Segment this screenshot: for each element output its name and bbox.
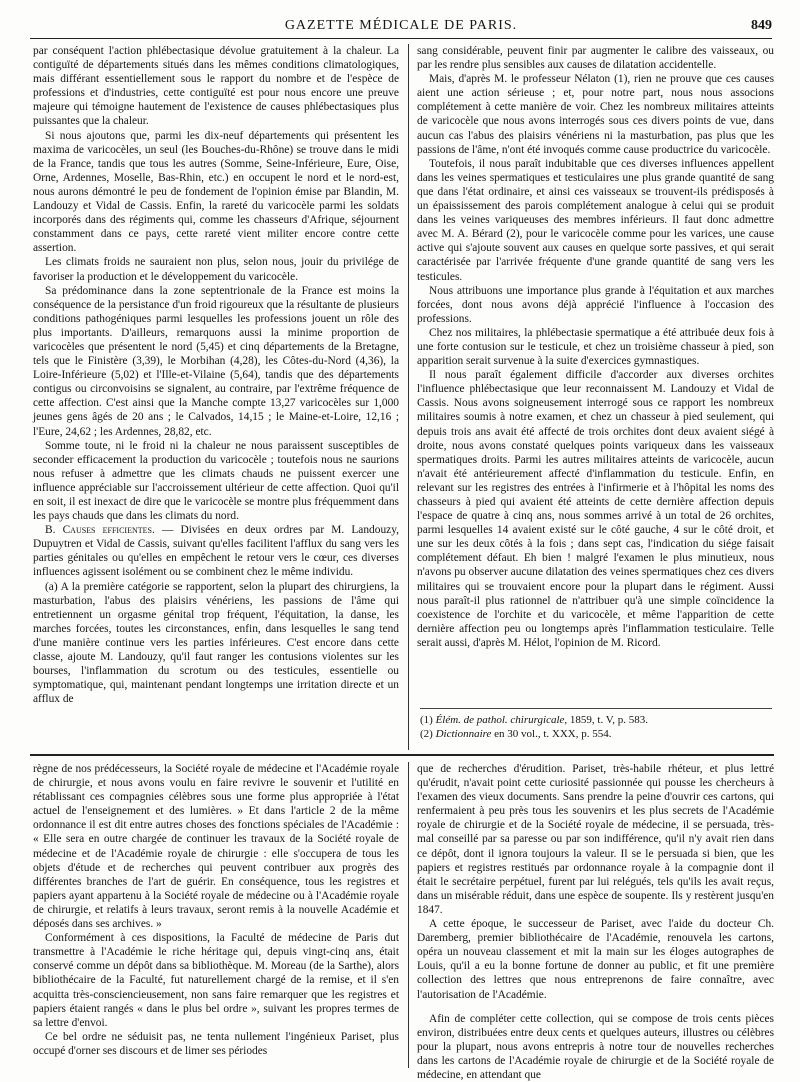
paragraph: Il nous paraît également difficile d'accorder aux diverses orchites l'influence phlébectasique que leur reconnaissent M. Landouzy et Vidal de Cassis. Nous avons soigneusement interrogé sous ce rapport les nombreux militaires soumis à notre examen, et chez un chasseur à pied seulement, qui depuis trois ans avait été affecté de trois orchites dont deux avaient siégé à droite, nous avons constaté quelques points variqueux dans les vaisseaux spermatiques droits. Parmi les autres militaires atteints de varicocèle, aucun n'avait été antérieurement affecté d'inflammation du testicule. Enfin, en relevant sur les registres des entrées à l'infirmerie et à l'hôpital les noms des chasseurs à pied qui avaient été atteints de cette dernière affection depuis l'espace de quatre à cinq ans, nous sommes arrivé à un total de 26 orchites, parmi lesquelles 14 avaient existé sur le côté gauche, 4 sur le côté droit, et une sur les deux côtés à la fois ; dans sept cas, l'indication du siége faisait complétement défaut. Eh bien ! malgré l'examen le plus minutieux, nous n'avons pu observer aucune dilatation des veines spermatiques chez ces divers militaires qui se trouvaient encore pour la plupart dans le régiment. Aussi nous paraît-il plus rationnel de n'attribuer qu'à une simple coïncidence la coexistence de l'orchite et du varicocèle, et même l'apparition de cette dernière affection peu ou longtemps après l'inflammation testiculaire. Telle serait aussi, d'après M. Hélot, l'opinion de M. Ricord. [417, 369, 774, 649]
paragraph: Ce bel ordre ne séduisit pas, ne tenta nullement l'ingénieux Pariset, plus occupé d'orner ses discours et de limer ses périodes [33, 1030, 399, 1057]
footnote-title: Élém. de pathol. chirurgicale [435, 714, 565, 726]
footnotes [420, 714, 772, 750]
page-header [30, 12, 772, 39]
paragraph: Nous attribuons une importance plus grande à l'équitation et aux marches forcées, dont nous avons déjà apprécié l'influence à l'occasion des professions. [417, 284, 774, 325]
section-divider [30, 754, 774, 756]
paragraph: Sa prédominance dans la zone septentrionale de la France est moins la conséquence de la persistance d'un froid rigoureux que la résultante de plusieurs conditions pathogéniques parmi lesquelles les professions jouent un rôle des plus importants. D'ailleurs, remarquons aussi la minime proportion de varicocèles que présentent le nord (5,45) et cinq départements de la Bretagne, tels que le Finistère (3,39), le Morbihan (4,28), les Côtes-du-Nord (4,36), la Loire-Inférieure (5,02) et l'Ille-et-Vilaine (5,64), tandis que des départements contigus ou circonvoisins se signalent, au contraire, par l'extrême fréquence de cette affection. C'est ainsi que la Manche compte 13,27 varicocèles sur 1,000 jeunes gens âgés de 20 ans ; le Calvados, 14,15 ; le Maine-et-Loire, 12,16 ; l'Eure, 24,62 ; les Ardennes, 28,82, etc. [33, 284, 399, 438]
paragraph: A cette époque, le successeur de Pariset, avec l'aide du docteur Ch. Daremberg, premier bibliothécaire de l'Académie, renouvela les cartons, opéra un nouveau classement et mit la main sur les éloges autographes de Louis, qu'il a eu la bonne fortune de donner au public, et fit une première collection des lettres que nous entreprenons de faire connaître, avec l'autorisation de l'Académie. [417, 918, 774, 1001]
column-bottom-left [33, 762, 399, 1068]
section-heading: B. Causes efficientes. [45, 524, 155, 537]
footnote-number: (1) [420, 714, 436, 726]
column-bottom-right [417, 762, 774, 1081]
column-divider [408, 44, 409, 750]
paragraph: règne de nos prédécesseurs, la Société royale de médecine et l'Académie royale de chirurgie, et nous avons voulu en faire revivre le souvenir et l'utilité en rétablissant ces compagnies célèbres sous une forme plus appropriée à l'état actuel de l'enseignement et des lumières. » Et dans l'article 2 de la même ordonnance il est dit entre autres choses des fonctions spéciales de l'Académie : « Elle sera en outre chargée de continuer les travaux de la Société royale de médecine et de l'Académie royale de chirurgie : elle s'occupera de tous les objets d'étude et de recherches qui peuvent contribuer aux progrès des différentes branches de l'art de guérir. En conséquence, tous les registres et papiers ayant appartenu à la Société royale de médecine ou à l'Académie royale de chirurgie, et relatifs à leurs travaux, seront remis à la nouvelle Académie et déposés dans ses archives. » [33, 763, 399, 931]
paragraph: sang considérable, peuvent finir par augmenter le calibre des vaisseaux, ou par les rendre plus sensibles aux causes de dilatation accidentelle. [417, 45, 774, 72]
column-top-left [33, 44, 399, 749]
paragraph: Si nous ajoutons que, parmi les dix-neuf départements qui présentent les maxima de varicocèles, un seul (les Bouches-du-Rhône) se trouve dans le midi de la France, tandis que tous les autres (Somme, Seine-Inférieure, Eure, Oise, Orne, Ardennes, Moselle, Bas-Rhin, etc.) en occupent le nord et le nord-est, nous aurons démontré le peu de fondement de l'opinion émise par Blandin, M. Landouzy et Vidal de Cassis. Enfin, la rareté du varicocèle parmi les soldats incorporés dans des régiments qui, comme les chasseurs d'Afrique, séjournent constamment dans ce pays, cette rareté vient militer encore contre cette assertion. [33, 129, 399, 255]
footnote-text: , 1859, t. V, p. 583. [564, 714, 649, 726]
footnote-number: (2) [420, 727, 436, 740]
paragraph: Les climats froids ne sauraient non plus, selon nous, jouir du privilége de favoriser la production et le développement du varicocèle. [33, 256, 399, 283]
paragraph: Chez nos militaires, la phlébectasie spermatique a été attribuée deux fois à une forte contusion sur le testicule, et chez un troisième chasseur à pied, son apparition serait survenue à la suite d'exercices gymnastiques. [417, 326, 774, 368]
column-divider [408, 762, 409, 1068]
paragraph: (a) A la première catégorie se rapportent, selon la plupart des chirurgiens, la masturbation, l'abus des plaisirs vénériens, les passions de l'âme qui entretiennent un orgasme génital trop fréquent, l'équitation, la danse, les marches forcées, toutes les circonstances, enfin, dans lesquelles le sang tend d'une manière continue vers les parties inférieures. C'est encore dans cette classe, ajoute M. Landouzy, qu'il faut ranger les contusions violentes sur les bourses, l'inflammation du scrotum ou des testicules, essentielle ou symptomatique, qui, maintenant pendant longtemps une irritation directe et un afflux de [33, 580, 399, 706]
paragraph [33, 523, 399, 579]
paragraph: par conséquent l'action phlébectasique dévolue gratuitement à la chaleur. La contiguïté de départements situés dans les mêmes conditions climatologiques, mais différant essentiellement sous le rapport du nombre et de l'espèce de professions et d'industries, cette contiguïté est pour nous encore une preuve majeure qui témoigne hautement de l'existence de causes phlébectasiques plus puissantes que la chaleur. [33, 45, 399, 128]
paragraph: Mais, d'après M. le professeur Nélaton (1), rien ne prouve que ces causes aient une action sérieuse ; et, pour notre part, nous nous associons complétement à cette manière de voir. Chez les nombreux militaires atteints de varicocèle que nous avons interrogés sous ces divers points de vue, dans aucun cas l'abus des plaisirs vénériens ni la masturbation, pas plus que les passions de l'âme, n'ont été invoqués comme cause productrice du varicocèle. [417, 73, 774, 156]
column-top-right [417, 44, 774, 699]
footnote-title: Dictionnaire [435, 727, 492, 740]
paragraph: que de recherches d'érudition. Pariset, très-habile rhéteur, et plus lettré qu'érudit, n'avait point cette curiosité passionnée qui pousse les chercheurs à l'examen des vieux documents. Sans prendre la peine d'ouvrir ces cartons, qui renfermaient à peu près tous les souvenirs et les plus secrets de l'Académie royale de chirurgie et de la Société royale de médecine, il se persuada, très-mal conseillé par sa paresse ou par son indifférence, qu'il n'y avait rien dans ce dépôt, dont il ignora toujours la valeur. Il se le persuada si bien, que les papiers et registres restitués par ordonnance royale à la compagnie dont il était le secrétaire perpétuel, furent par lui relégués, tels qu'ils les avait reçus, dans un misérable réduit, dans une espèce de soupente. Ils y restèrent jusqu'en 1847. [417, 763, 774, 916]
running-title: GAZETTE MÉDICALE DE PARIS. [284, 18, 518, 33]
page-number: 849 [751, 18, 772, 33]
footnote [420, 728, 772, 742]
paragraph: Conformément à ces dispositions, la Faculté de médecine de Paris dut transmettre à l'Académie le riche héritage qui, depuis vingt-cinq ans, était conservé comme un dépôt dans sa bibliothèque. M. Moreau (de la Sarthe), alors bibliothécaire de la Faculté, fut naturellement chargé de la remise, et il s'en acquitta très-consciencieusement, non sans faire remarquer que les registres et papiers étaient rangés « dans le plus bel ordre », suivant les propres termes de sa lettre d'envoi. [33, 932, 399, 1029]
paragraph-text: — Divisées en deux ordres par M. Landouzy, Dupuytren et Vidal de Cassis, suivant qu'elles facilitent l'afflux du sang vers les parties génitales ou qu'elles en empêchent le retour vers le cœur, ces diverses influences agissent isolément ou se combinent chez le même individu. [33, 524, 399, 579]
paragraph: Afin de compléter cette collection, qui se compose de trois cents pièces environ, distribuées entre deux cents et quelques auteurs, illustres ou célèbres pour la plupart, nous avons entrepris à notre tour de nouvelles recherches dans les cartons de l'Académie royale de chirurgie et de la Société royale de médecine, en attendant que [417, 1012, 774, 1081]
footnote-text: en 30 vol., t. XXX, p. 554. [491, 727, 612, 740]
footnote [420, 714, 772, 728]
footnote-divider [420, 708, 772, 709]
paragraph: Somme toute, ni le froid ni la chaleur ne nous paraissent susceptibles de seconder efficacement la production du varicocèle ; toutefois nous ne saurions nous refuser à admettre que les climats chauds ne puissent exercer une influence appréciable sur l'accroissement ultérieur de cette affection. Quoi qu'il en soit, il est inexact de dire que le varicocèle se montre plus fréquemment dans les pays chauds que dans les climats du nord. [33, 439, 399, 523]
paragraph: Toutefois, il nous paraît indubitable que ces diverses influences appellent dans les veines spermatiques et testiculaires une plus grande quantité de sang que dans l'état ordinaire, et ainsi ces vaisseaux se trouvent-ils prédisposés à un épaississement des parois complétement analogue à celui qui se produit dans les veines variqueuses des membres inférieurs. Il faut donc admettre avec M. A. Bérard (2), pour le varicocèle comme pour les varices, une cause active qui s'ajoute souvent aux causes en quelque sorte passives, et qui serait caractérisée par l'arrivée fréquente d'une grande quantité de sang vers les testicules. [417, 157, 774, 283]
